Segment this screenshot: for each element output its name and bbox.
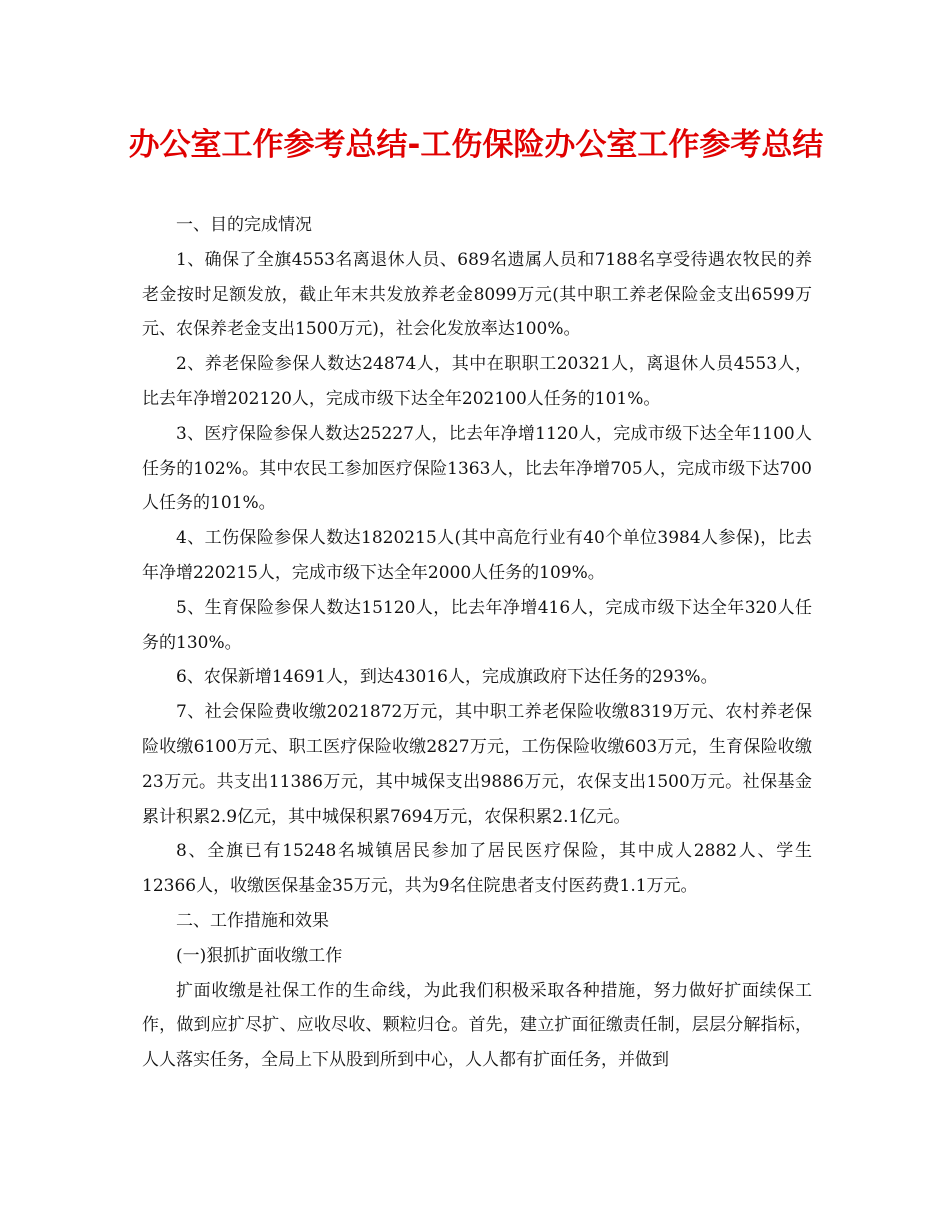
paragraph: 2、养老保险参保人数达24874人，其中在职职工20321人，离退休人员4553人，比去年净增202120人，完成市级下达全年202100人任务的101%。	[142, 354, 812, 409]
paragraph: 5、生育保险参保人数达15120人，比去年净增416人，完成市级下达全年320人任务的130%。	[142, 597, 812, 653]
paragraph: 7、社会保险费收缴2021872万元，其中职工养老保险收缴8319万元、农村养老保险收缴6100万元、职工医疗保险收缴2827万元，工伤保险收缴603万元，生育保险收缴23万元。共支出11386万元，其中城保支出9886万元，农保支出1500万元。社保基金累计积累2.9亿元，其中城保积累7694万元，农保积累2.1亿元。	[142, 702, 812, 827]
paragraph: 8、全旗已有15248名城镇居民参加了居民医疗保险，其中成人2882人、学生12366人，收缴医保基金35万元，共为9名住院患者支付医药费1.1万元。	[142, 841, 812, 897]
document-body	[142, 208, 812, 1078]
section-heading: 二、工作措施和效果	[176, 910, 329, 931]
paragraph: 1、确保了全旗4553名离退休人员、689名遗属人员和7188名享受待遇农牧民的养老金按时足额发放，截止年末共发放养老金8099万元(其中职工养老保险金支出6599万元、农保养老金支出1500万元)，社会化发放率达100%。	[142, 249, 812, 340]
paragraph: 3、医疗保险参保人数达25227人，比去年净增1120人，完成市级下达全年1100人任务的102%。其中农民工参加医疗保险1363人，比去年净增705人，完成市级下达700人任务的101%。	[142, 423, 812, 514]
paragraph: 扩面收缴是社保工作的生命线，为此我们积极采取各种措施，努力做好扩面续保工作，做到应扩尽扩、应收尽收、颗粒归仓。首先，建立扩面征缴责任制，层层分解指标，人人落实任务，全局上下从股到所到中心，人人都有扩面任务，并做到	[142, 980, 812, 1071]
paragraph: 6、农保新增14691人，到达43016人，完成旗政府下达任务的293%。	[176, 667, 718, 688]
document-title: 办公室工作参考总结-工伤保险办公室工作参考总结	[128, 127, 824, 163]
section-heading: 一、目的完成情况	[176, 215, 312, 235]
subsection-heading: (一)狠抓扩面收缴工作	[176, 945, 343, 966]
paragraph: 4、工伤保险参保人数达1820215人(其中高危行业有40个单位3984人参保)，比去年净增220215人，完成市级下达全年2000人任务的109%。	[142, 528, 812, 583]
